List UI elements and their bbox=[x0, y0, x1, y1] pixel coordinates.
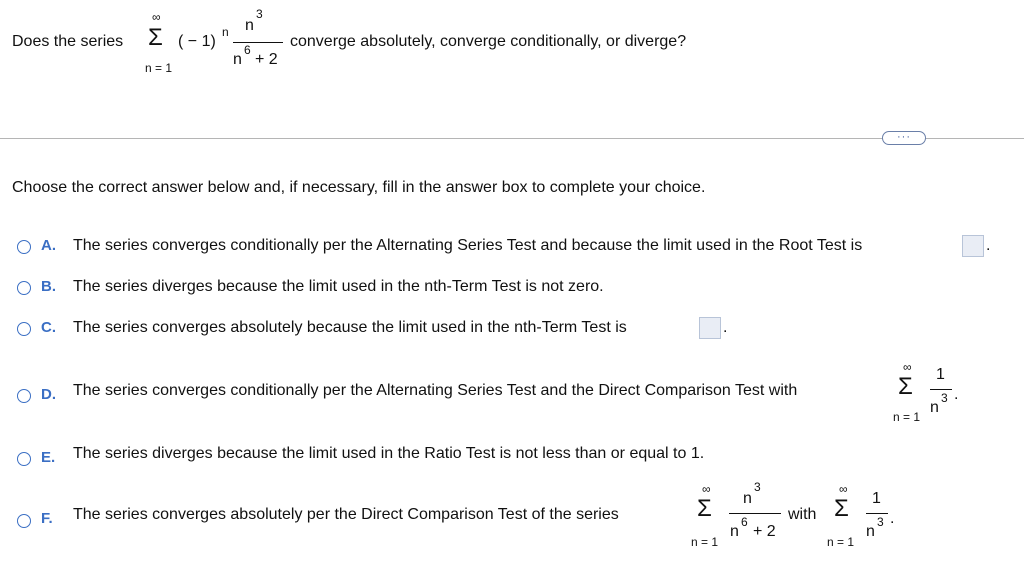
numerator-base: n bbox=[245, 17, 254, 34]
option-c-answer-box[interactable] bbox=[699, 317, 721, 339]
option-d-radio[interactable] bbox=[17, 389, 31, 403]
option-f-sum2-upper: ∞ bbox=[839, 482, 848, 496]
option-b-radio[interactable] bbox=[17, 281, 31, 295]
option-f-sum1-upper: ∞ bbox=[702, 482, 711, 496]
more-options-button[interactable]: ··· bbox=[882, 131, 926, 145]
option-d-den-base: n bbox=[930, 399, 939, 416]
sign-factor: ( − 1) bbox=[178, 33, 216, 50]
option-d-sum-upper: ∞ bbox=[903, 360, 912, 374]
option-d-period: . bbox=[954, 386, 959, 403]
option-d-numerator: 1 bbox=[936, 366, 945, 383]
option-d-letter: D. bbox=[41, 386, 56, 403]
sum-lower-limit: n = 1 bbox=[145, 61, 173, 75]
option-e-radio[interactable] bbox=[17, 452, 31, 466]
option-d-fraction-bar bbox=[930, 389, 952, 390]
denominator-base: n bbox=[233, 51, 242, 68]
option-d-den-exponent: 3 bbox=[941, 391, 948, 405]
question-prefix: Does the series bbox=[12, 33, 124, 50]
option-c-radio[interactable] bbox=[17, 322, 31, 336]
option-d-sum-lower: n = 1 bbox=[893, 410, 921, 424]
option-f-num-exponent: 3 bbox=[754, 480, 761, 494]
option-c-text: The series converges absolutely because the limit used in the nth-Term Test is bbox=[73, 319, 627, 336]
sign-exponent: n bbox=[222, 25, 229, 39]
sigma-symbol: Σ bbox=[148, 24, 163, 51]
option-f-text: The series converges absolutely per the Direct Comparison Test of the series bbox=[73, 506, 619, 523]
option-f-radio[interactable] bbox=[17, 514, 31, 528]
option-f-sigma-1: Σ bbox=[697, 495, 712, 522]
option-f-period: . bbox=[890, 510, 895, 527]
option-f-sigma-2: Σ bbox=[834, 495, 849, 522]
instruction-text: Choose the correct answer below and, if necessary, fill in the answer box to complete your choice. bbox=[12, 179, 706, 196]
option-a-text: The series converges conditionally per the Alternating Series Test and because the limit used in the Root Test is bbox=[73, 237, 863, 254]
option-a-period: . bbox=[986, 237, 991, 254]
option-d-text: The series converges conditionally per the Alternating Series Test and the Direct Comparison Test with bbox=[73, 382, 798, 399]
option-f-den-exponent: 6 bbox=[741, 515, 748, 529]
option-c-letter: C. bbox=[41, 319, 56, 336]
option-f-sum2-lower: n = 1 bbox=[827, 535, 855, 549]
option-f-den2-base: n bbox=[866, 523, 875, 540]
option-f-sum1-lower: n = 1 bbox=[691, 535, 719, 549]
question-suffix: converge absolutely, converge conditionally, or diverge? bbox=[290, 33, 687, 50]
option-e-letter: E. bbox=[41, 449, 56, 466]
section-divider bbox=[0, 138, 1024, 139]
denominator-tail: + 2 bbox=[255, 51, 278, 68]
option-f-fraction-bar-2 bbox=[866, 513, 888, 514]
option-a-answer-box[interactable] bbox=[962, 235, 984, 257]
option-b-text: The series diverges because the limit used in the nth-Term Test is not zero. bbox=[73, 278, 604, 295]
option-e-text: The series diverges because the limit used in the Ratio Test is not less than or equal to 1. bbox=[73, 445, 705, 462]
numerator-exponent: 3 bbox=[256, 7, 263, 21]
option-b-letter: B. bbox=[41, 278, 56, 295]
option-a-radio[interactable] bbox=[17, 240, 31, 254]
option-f-with: with bbox=[788, 506, 817, 523]
fraction-bar bbox=[233, 42, 283, 43]
option-f-num-base: n bbox=[743, 490, 752, 507]
option-a-letter: A. bbox=[41, 237, 56, 254]
option-d-sigma: Σ bbox=[898, 373, 913, 400]
option-c-period: . bbox=[723, 319, 728, 336]
sum-upper-limit: ∞ bbox=[152, 10, 161, 24]
option-f-den2-exponent: 3 bbox=[877, 515, 884, 529]
option-f-den-base: n bbox=[730, 523, 739, 540]
option-f-fraction-bar-1 bbox=[729, 513, 781, 514]
option-f-letter: F. bbox=[41, 510, 53, 527]
denominator-exponent: 6 bbox=[244, 43, 251, 57]
option-f-den-tail: + 2 bbox=[753, 523, 776, 540]
option-f-numerator-2: 1 bbox=[872, 490, 881, 507]
